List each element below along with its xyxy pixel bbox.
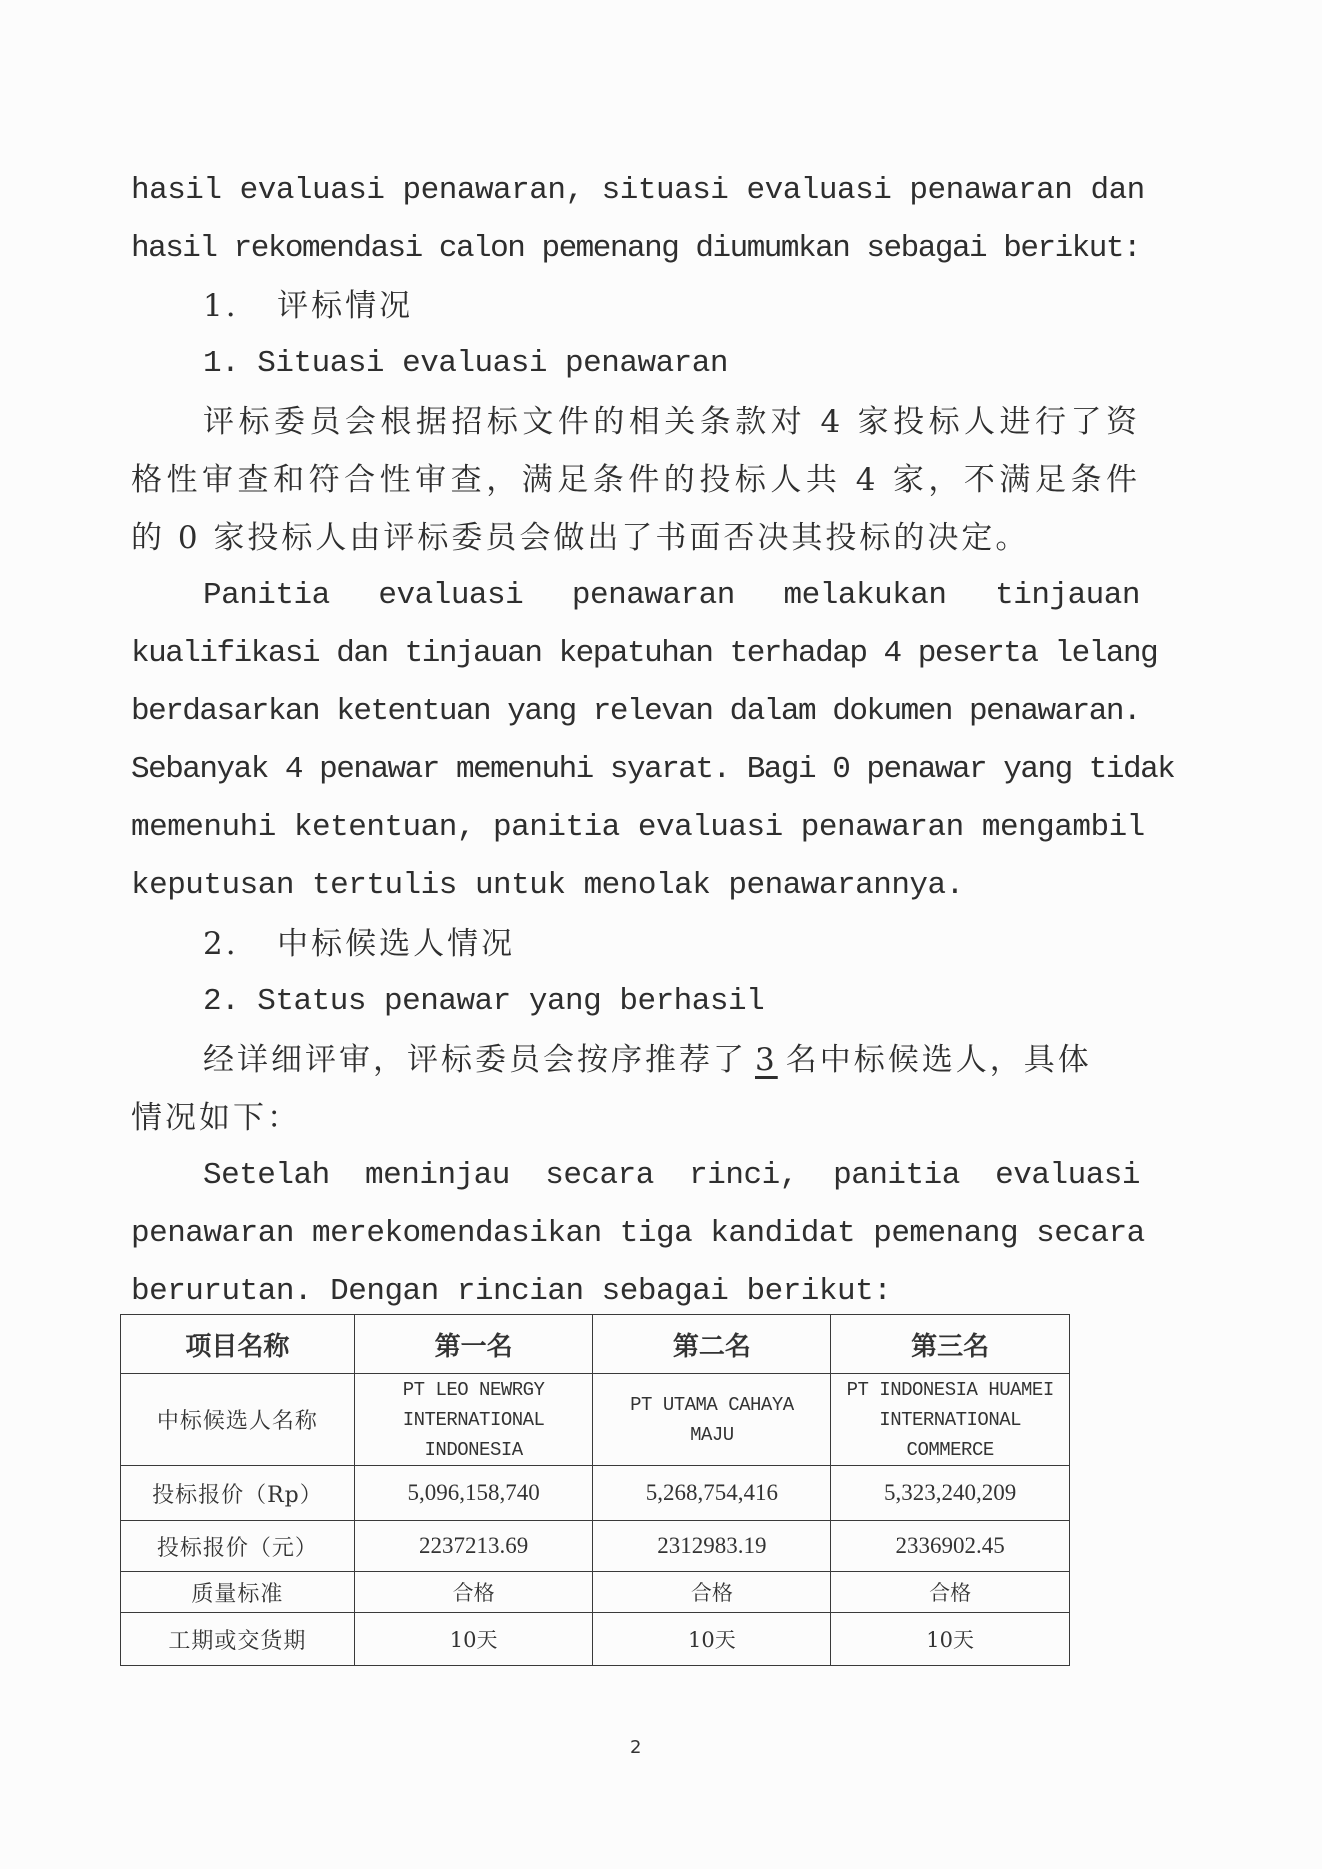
para1-id-line-2: kualifikasi dan tinjauan kepatuhan terhadap 4 peserta lelang — [131, 636, 1158, 671]
para1-id-line-4: Sebanyak 4 penawar memenuhi syarat. Bagi 0 penawar yang tidak — [131, 752, 1175, 787]
quality-1: 合格 — [354, 1572, 593, 1613]
section-1-heading-id: 1. Situasi evaluasi penawaran — [203, 346, 728, 381]
para1-id-line-5: memenuhi ketentuan, panitia evaluasi penawaran mengambil — [131, 810, 1145, 845]
section-1-heading-cn — [203, 277, 1140, 335]
para1-id-line-3: berdasarkan ketentuan yang relevan dalam dokumen penawaran. — [131, 694, 1141, 729]
para1-id-line-6: keputusan tertulis untuk menolak penawarannya. — [131, 868, 964, 903]
header-rank-3: 第三名 — [831, 1315, 1070, 1374]
row-label: 投标报价（元） — [121, 1521, 355, 1572]
para2-id-line-2: penawaran merekomendasikan tiga kandidat pemenang secara — [131, 1216, 1145, 1251]
quality-2: 合格 — [593, 1572, 831, 1613]
table-header-row — [121, 1315, 1070, 1374]
delivery-1: 10天 — [354, 1613, 593, 1666]
section-2-heading-id: 2. Status penawar yang berhasil — [203, 984, 765, 1019]
name-line: INTERNATIONAL — [402, 1408, 545, 1431]
para1-id-line-1: Panitia evaluasi penawaran melakukan tinjauan — [203, 578, 1140, 613]
candidate-name-3 — [831, 1374, 1070, 1466]
candidate-name-1 — [354, 1374, 593, 1466]
section-2-number: 2. — [203, 926, 239, 962]
bid-yuan-2: 2312983.19 — [593, 1521, 831, 1572]
table-row-quality — [121, 1572, 1070, 1613]
name-line: INDONESIA — [424, 1438, 523, 1461]
header-item-name: 项目名称 — [121, 1315, 355, 1374]
name-line: PT UTAMA CAHAYA — [630, 1393, 794, 1416]
para2-cn-after: 名中标候选人，具体 — [785, 1042, 1092, 1078]
name-line: PT LEO NEWRGY — [402, 1378, 545, 1401]
table-row-bid-rp — [121, 1466, 1070, 1521]
intro-line-2: hasil rekomendasi calon pemenang diumumkan sebagai berikut: — [131, 231, 1141, 266]
intro-line-1: hasil evaluasi penawaran, situasi evaluasi penawaran dan — [131, 173, 1145, 208]
delivery-2: 10天 — [593, 1613, 831, 1666]
para1-cn-line-3: 的 0 家投标人由评标委员会做出了书面否决其投标的决定。 — [131, 520, 1030, 556]
header-rank-1: 第一名 — [354, 1315, 593, 1374]
header-rank-2: 第二名 — [593, 1315, 831, 1374]
candidates-table — [120, 1314, 1070, 1666]
delivery-3: 10天 — [831, 1613, 1070, 1666]
table-row-candidate-name — [121, 1374, 1070, 1466]
para2-id-line-1: Setelah meninjau secara rinci, panitia evaluasi — [203, 1158, 1140, 1193]
table-row-delivery — [121, 1613, 1070, 1666]
bid-rp-2: 5,268,754,416 — [593, 1466, 831, 1521]
section-1-number: 1. — [203, 288, 239, 324]
quality-3: 合格 — [831, 1572, 1070, 1613]
para2-cn-before: 经详细评审，评标委员会按序推荐了 — [203, 1042, 747, 1078]
table-row-bid-yuan — [121, 1521, 1070, 1572]
row-label: 质量标准 — [121, 1572, 355, 1613]
para1-cn-line-2: 格性审查和符合性审查，满足条件的投标人共 4 家，不满足条件 — [131, 462, 1140, 498]
bid-yuan-1: 2237213.69 — [354, 1521, 593, 1572]
name-line: PT INDONESIA HUAMEI — [846, 1378, 1054, 1401]
para2-cn-line-1 — [203, 1031, 1140, 1089]
page-number: 2 — [630, 1737, 642, 1758]
section-2-heading-cn — [203, 915, 1140, 973]
row-label: 中标候选人名称 — [121, 1374, 355, 1466]
section-2-title-cn: 中标候选人情况 — [277, 926, 516, 962]
bid-rp-1: 5,096,158,740 — [354, 1466, 593, 1521]
candidate-count: 3 — [755, 1042, 778, 1078]
row-label: 工期或交货期 — [121, 1613, 355, 1666]
name-line: COMMERCE — [906, 1438, 994, 1461]
para2-cn-line-2: 情况如下： — [131, 1100, 301, 1136]
bid-yuan-3: 2336902.45 — [831, 1521, 1070, 1572]
name-line: INTERNATIONAL — [879, 1408, 1022, 1431]
section-1-title-cn: 评标情况 — [277, 288, 414, 324]
name-line: MAJU — [690, 1423, 734, 1446]
para1-cn-line-1: 评标委员会根据招标文件的相关条款对 4 家投标人进行了资 — [203, 404, 1140, 440]
para2-id-line-3: berurutan. Dengan rincian sebagai berikut: — [131, 1274, 892, 1309]
row-label: 投标报价（Rp） — [121, 1466, 355, 1521]
bid-rp-3: 5,323,240,209 — [831, 1466, 1070, 1521]
candidate-name-2 — [593, 1374, 831, 1466]
